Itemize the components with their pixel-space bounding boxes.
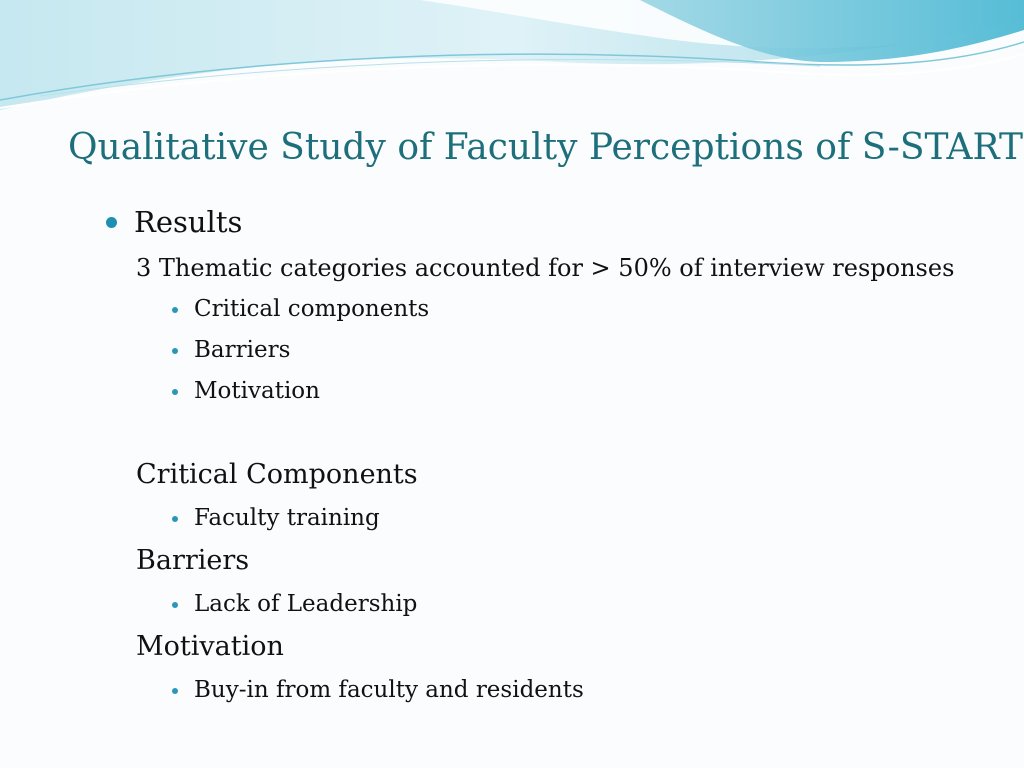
critical-item bbox=[172, 502, 380, 534]
barrier-item bbox=[172, 588, 417, 620]
category-label: Barriers bbox=[194, 337, 291, 363]
category-item bbox=[172, 334, 290, 366]
motivation-item bbox=[172, 674, 584, 706]
critical-item-label: Faculty training bbox=[194, 505, 380, 531]
motivation-heading: Motivation bbox=[136, 631, 284, 662]
results-bullet bbox=[106, 204, 242, 240]
bullet-icon bbox=[172, 516, 178, 522]
results-heading: Results bbox=[134, 205, 243, 239]
bullet-icon bbox=[106, 217, 117, 228]
bullet-icon bbox=[172, 688, 178, 694]
category-label: Critical components bbox=[194, 296, 430, 322]
critical-components-heading: Critical Components bbox=[136, 459, 418, 490]
motivation-item-label: Buy-in from faculty and residents bbox=[194, 677, 584, 703]
bullet-icon bbox=[172, 348, 178, 354]
bullet-icon bbox=[172, 389, 178, 395]
barrier-item-label: Lack of Leadership bbox=[194, 591, 418, 617]
bullet-icon bbox=[172, 307, 178, 313]
category-item bbox=[172, 375, 320, 407]
slide-title: Qualitative Study of Faculty Perceptions of S-START bbox=[68, 127, 1024, 168]
summary-line: 3 Thematic categories accounted for > 50% of interview responses bbox=[136, 254, 955, 282]
category-item bbox=[172, 293, 429, 325]
category-label: Motivation bbox=[194, 378, 320, 404]
barriers-heading: Barriers bbox=[136, 545, 250, 576]
bullet-icon bbox=[172, 602, 178, 608]
decorative-wave-header bbox=[0, 0, 1024, 130]
